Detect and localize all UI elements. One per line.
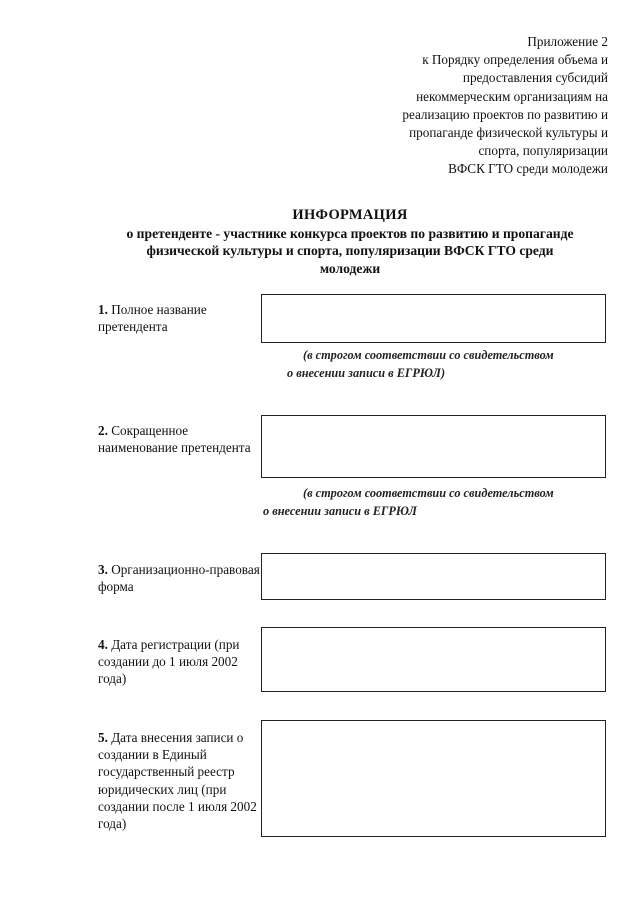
document-subtitle-line: физической культуры и спорта, популяризации ВФСК ГТО среди [146,243,554,259]
field-label-text: Полное название претендента [98,302,207,335]
full-name-field[interactable] [261,294,606,343]
appendix-line: реализацию проектов по развитию и [402,106,608,122]
short-name-field[interactable] [261,415,606,478]
appendix-line: некоммерческим организациям на [416,88,608,104]
note-line: (в строгом соответствии со свидетельством [303,486,554,500]
appendix-line: пропаганде физической культуры и [409,125,608,141]
document-subtitle-line: о претенденте - участнике конкурса проектов по развитию и пропаганде [126,225,574,241]
legal-form-field[interactable] [261,553,606,600]
field-label-text: Сокращенное наименование претендента [98,423,251,456]
document-subtitle-line: молодежи [319,260,381,276]
note-line: о внесении записи в ЕГРЮЛ [263,503,417,518]
appendix-line: предоставления субсидий [462,70,608,86]
field-label-text: Организационно-правовая форма [98,562,260,595]
appendix-line: спорта, популяризации [478,143,608,159]
field-label-egrul-entry-date [98,729,260,832]
appendix-line: к Порядку определения объема и [422,52,608,68]
field-label-text: Дата внесения записи о создании в Единый государственный реестр юридических лиц (при создании после 1 июля 2002 года) [98,730,257,832]
registration-date-field[interactable] [261,627,606,692]
field-number: 3. [98,562,108,577]
field-number: 5. [98,730,108,745]
field-label-text: Дата регистрации (при создании до 1 июля 2002 года) [98,637,240,687]
appendix-header [308,33,608,179]
field-label-short-name [98,422,260,456]
field-number: 1. [98,302,108,317]
note-egrul-2 [263,485,554,520]
field-label-full-name [98,301,260,335]
document-heading [60,207,640,277]
field-label-registration-date [98,636,260,688]
egrul-entry-date-field[interactable] [261,720,606,837]
field-label-legal-form [98,561,260,595]
note-line: о внесении записи в ЕГРЮЛ) [287,365,446,380]
appendix-line: ВФСК ГТО среди молодежи [448,161,608,177]
appendix-line: Приложение 2 [527,34,608,49]
field-number: 2. [98,423,108,438]
document-title: ИНФОРМАЦИЯ [292,207,408,223]
note-line: (в строгом соответствии со свидетельством [303,348,554,362]
note-egrul-1 [287,347,554,382]
field-number: 4. [98,637,108,652]
